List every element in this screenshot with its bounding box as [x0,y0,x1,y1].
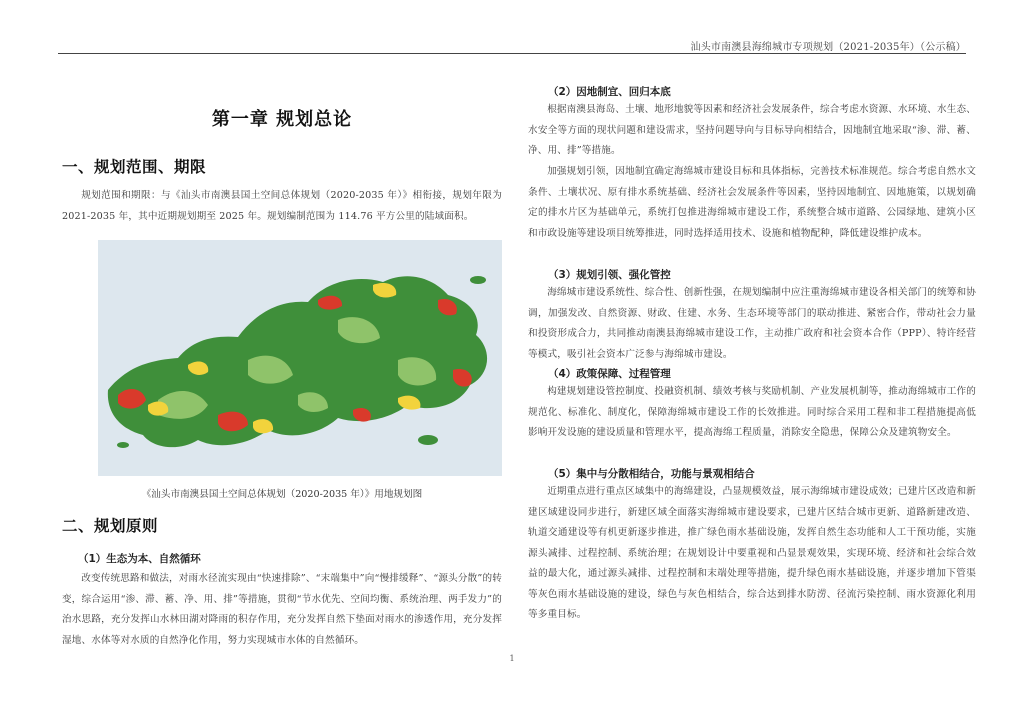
principle3-title: （3）规划引领、强化管控 [548,269,671,281]
map-caption: 《汕头市南澳县国土空间总体规划（2020-2035 年）》用地规划图 [141,489,423,500]
land-use-map [98,240,502,476]
chapter-title: 第一章 规划总论 [211,109,353,130]
principle4-paragraph: 构建规划建设管控制度、投融资机制、绩效考核与奖励机制、产业发展机制等，推动海绵城市工作的规范化、标准化、制度化，保障海绵城市建设工作的长效推进。同时综合采用工程和非工程措施提高低影响开发设施的建设质量和管理水平，提高海绵工程质量，消除安全隐患，保障公众及建筑物安全。 [528,386,976,438]
principle4-title: （4）政策保障、过程管理 [548,368,671,380]
principle5-title: （5）集中与分散相结合，功能与景观相结合 [548,468,755,480]
principle3-paragraph: 海绵城市建设系统性、综合性、创新性强，在规划编制中应注重海绵城市建设各相关部门的统筹和协调，加强发改、自然资源、财政、住建、水务、生态环境等部门的联动推进、紧密合作，带动社会力量和投资形成合力，共同推动南澳县海绵城市建设工作，主动推广政府和社会资本合作（PPP）、特许经营等模式，吸引社会资本广泛参与海绵城市建设。 [528,287,976,360]
principle1-paragraph: 改变传统思路和做法，对雨水径流实现由“快速排除”、“末端集中”向“慢排缓释”、“源头分散”的转变，综合运用“渗、滞、蓄、净、用、排”等措施，贯彻“节水优先、空间均衡、系统治理、两手发力”的治水思路，充分发挥山水林田湖对降雨的积存作用，充分发挥自然下垫面对雨水的渗透作用，充分发挥湿地、水体等对水质的自然净化作用，努力实现城市水体的自然循环。 [62,573,502,646]
principle2-paragraph1: 根据南澳县海岛、土壤、地形地貌等因素和经济社会发展条件，综合考虑水资源、水环境、水生态、水安全等方面的现状问题和建设需求，坚持问题导向与目标导向相结合，因地制宜地采取“渗、滞、蓄、净、用、排”等措施。 [528,104,976,156]
principle1-title: （1）生态为本、自然循环 [78,553,201,565]
principle2-title: （2）因地制宜、回归本底 [548,86,671,98]
section1-paragraph: 规划范围和期限：与《汕头市南澳县国土空间总体规划（2020-2035 年）》相衔接，规划年限为 2021-2035 年，其中近期规划期至 2025 年。规划编制范围为 114.76 平方公里的陆域面积。 [62,190,502,222]
principle5-paragraph: 近期重点进行重点区域集中的海绵建设，凸显规模效益，展示海绵城市建设成效；已建片区改造和新建区域建设同步进行，新建区域全面落实海绵城市建设要求，已建片区结合城市更新、道路新建改造、轨道交通建设等有机更新逐步推进，推广绿色雨水基础设施，发挥自然生态功能和人工干预功能，实施源头减排、过程控制、系统治理；在规划设计中要重视和凸显景观效果，实现环境、经济和社会综合效益的最大化，通过源头减排、过程控制和末端处理等措施，提升绿色雨水基础设施，并逐步增加下管渠等灰色雨水基础设施的建设，绿色与灰色相结合，综合达到排水防涝、径流污染控制、雨水资源化利用等多重目标。 [528,486,976,620]
header-rule [58,53,966,54]
page-number: 1 [509,654,515,663]
principle2-paragraph2: 加强规划引领，因地制宜确定海绵城市建设目标和具体指标，完善技术标准规范。综合考虑自然水文条件、土壤状况、原有排水系统基础、经济社会发展条件等因素，坚持因地制宜、因地施策，以规划确定的排水片区为基础单元，系统打包推进海绵城市建设工作，系统整合城市道路、公园绿地、建筑小区和市政设施等建设项目统筹推进，同时选择适用技术、设施和植物配种，降低建设维护成本。 [528,166,976,239]
running-header: 汕头市南澳县海绵城市专项规划（2021-2035年）（公示稿） [690,42,966,53]
section2-title: 二、规划原则 [62,517,159,535]
section1-title: 一、规划范围、期限 [62,158,207,176]
